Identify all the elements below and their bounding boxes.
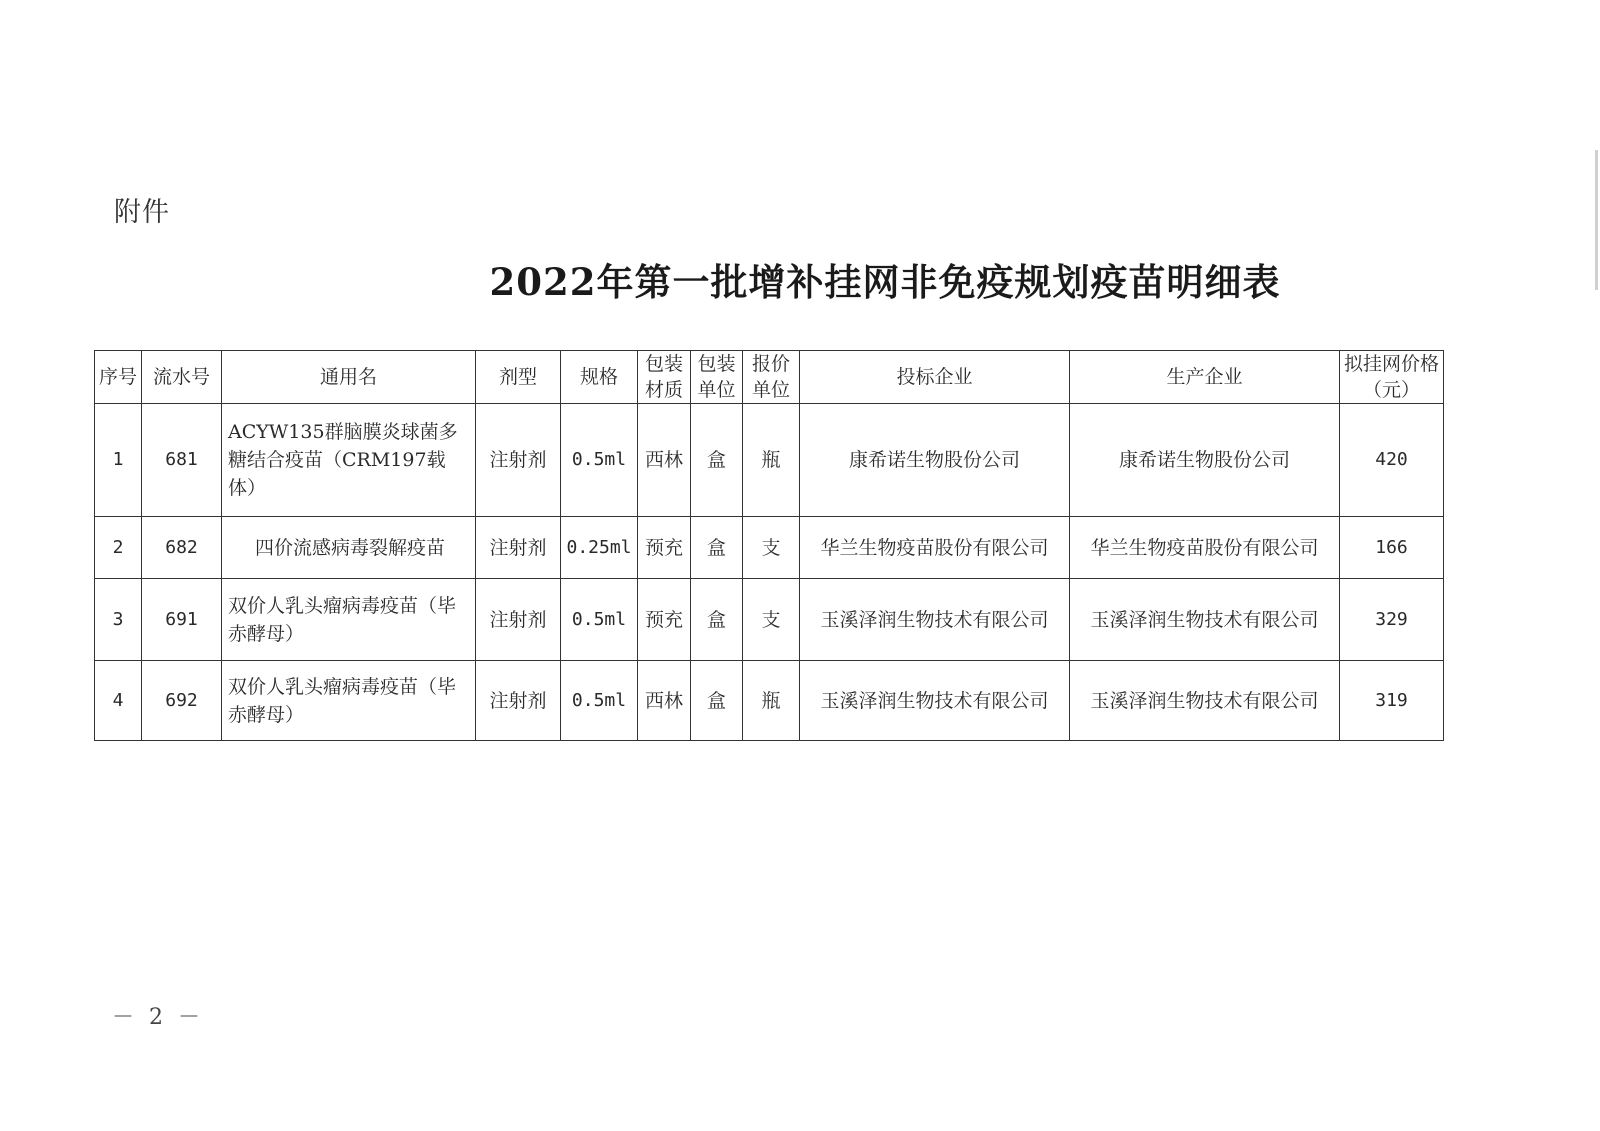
table-row [95, 517, 1444, 579]
header-manufacturer: 生产企业 [1070, 351, 1340, 404]
cell-manufacturer: 华兰生物疫苗股份有限公司 [1070, 517, 1340, 579]
cell-manufacturer: 玉溪泽润生物技术有限公司 [1070, 579, 1340, 661]
cell-dosage-form: 注射剂 [476, 579, 561, 661]
cell-spec: 0.5ml [561, 404, 638, 517]
cell-seq: 3 [95, 579, 142, 661]
cell-pack-unit: 盒 [691, 579, 743, 661]
cell-pack-material: 西林 [638, 661, 691, 741]
table-row [95, 661, 1444, 741]
cell-dosage-form: 注射剂 [476, 661, 561, 741]
cell-price: 166 [1340, 517, 1444, 579]
cell-quote-unit: 支 [743, 517, 800, 579]
cell-pack-unit: 盒 [691, 661, 743, 741]
cell-serial: 681 [142, 404, 222, 517]
cell-serial: 682 [142, 517, 222, 579]
cell-quote-unit: 瓶 [743, 661, 800, 741]
document-title: 2022年第一批增补挂网非免疫规划疫苗明细表 [489, 260, 1281, 304]
header-quote-unit: 报价单位 [743, 351, 800, 404]
header-pack-unit: 包装单位 [691, 351, 743, 404]
cell-dosage-form: 注射剂 [476, 404, 561, 517]
vaccine-detail-table [94, 350, 1444, 741]
cell-dosage-form: 注射剂 [476, 517, 561, 579]
header-dosage-form: 剂型 [476, 351, 561, 404]
cell-spec: 0.5ml [561, 579, 638, 661]
cell-manufacturer: 康希诺生物股份公司 [1070, 404, 1340, 517]
cell-pack-material: 预充 [638, 579, 691, 661]
cell-bidder: 康希诺生物股份公司 [800, 404, 1070, 517]
cell-seq: 2 [95, 517, 142, 579]
cell-spec: 0.25ml [561, 517, 638, 579]
cell-seq: 1 [95, 404, 142, 517]
cell-bidder: 玉溪泽润生物技术有限公司 [800, 579, 1070, 661]
page-number: － 2 － [112, 1005, 204, 1030]
attachment-label: 附件 [114, 197, 170, 228]
cell-pack-unit: 盒 [691, 404, 743, 517]
cell-manufacturer: 玉溪泽润生物技术有限公司 [1070, 661, 1340, 741]
header-spec: 规格 [561, 351, 638, 404]
cell-generic-name: 双价人乳头瘤病毒疫苗（毕赤酵母） [222, 579, 476, 661]
cell-generic-name: 四价流感病毒裂解疫苗 [222, 517, 476, 579]
header-serial: 流水号 [142, 351, 222, 404]
cell-bidder: 玉溪泽润生物技术有限公司 [800, 661, 1070, 741]
cell-spec: 0.5ml [561, 661, 638, 741]
header-generic-name: 通用名 [222, 351, 476, 404]
cell-seq: 4 [95, 661, 142, 741]
table-header-row [95, 351, 1444, 404]
cell-price: 329 [1340, 579, 1444, 661]
table-row [95, 404, 1444, 517]
cell-quote-unit: 支 [743, 579, 800, 661]
cell-generic-name: ACYW135群脑膜炎球菌多糖结合疫苗（CRM197载体） [222, 404, 476, 517]
cell-price: 420 [1340, 404, 1444, 517]
table-row [95, 579, 1444, 661]
cell-pack-material: 西林 [638, 404, 691, 517]
cell-serial: 691 [142, 579, 222, 661]
header-bidder: 投标企业 [800, 351, 1070, 404]
header-pack-material: 包装材质 [638, 351, 691, 404]
cell-price: 319 [1340, 661, 1444, 741]
cell-pack-unit: 盒 [691, 517, 743, 579]
cell-quote-unit: 瓶 [743, 404, 800, 517]
cell-bidder: 华兰生物疫苗股份有限公司 [800, 517, 1070, 579]
cell-generic-name: 双价人乳头瘤病毒疫苗（毕赤酵母） [222, 661, 476, 741]
cell-pack-material: 预充 [638, 517, 691, 579]
cell-serial: 692 [142, 661, 222, 741]
header-price: 拟挂网价格（元） [1340, 351, 1444, 404]
header-seq: 序号 [95, 351, 142, 404]
